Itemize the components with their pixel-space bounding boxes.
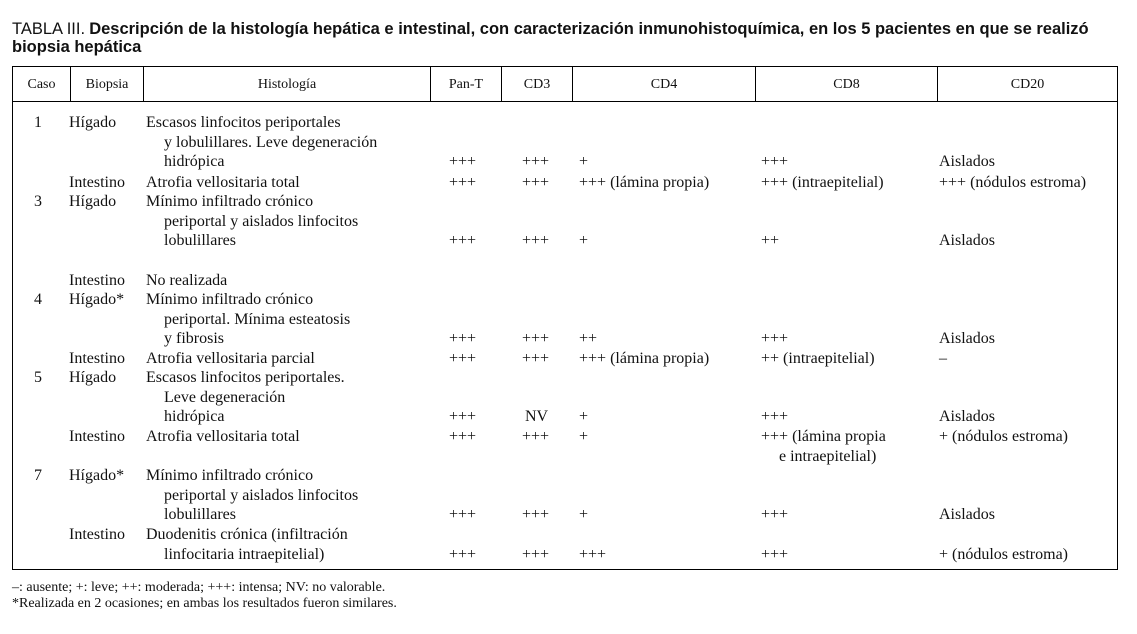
row-cd4: +++ (lámina propia) — [579, 174, 710, 191]
row-histologia-line: No realizada — [146, 272, 228, 289]
row-biopsia: Hígado* — [69, 291, 125, 308]
row-cd4: + — [579, 428, 589, 445]
row-cd20: Aislados — [939, 506, 995, 523]
footnote-repeat: *Realizada en 2 ocasiones; en ambas los resultados fueron similares. — [12, 596, 397, 611]
row-histologia-line: Mínimo infiltrado crónico — [146, 291, 314, 308]
row-cd4: + — [579, 153, 589, 170]
row-cd20: Aislados — [939, 153, 995, 170]
row-cd8: +++ — [761, 545, 789, 563]
row-pan-t: +++ — [449, 153, 477, 170]
row-histologia-line: Mínimo infiltrado crónico — [146, 467, 314, 484]
row-cd4: + — [579, 506, 589, 523]
row-pan-t: +++ — [449, 330, 477, 347]
row-cd20: Aislados — [939, 232, 995, 249]
row-cd3: +++ — [522, 174, 550, 191]
row-cd20: – — [939, 350, 947, 367]
table-header — [13, 67, 1117, 102]
row-biopsia: Intestino — [69, 350, 125, 367]
header-cd20: CD20 — [1010, 77, 1045, 92]
row-biopsia: Hígado — [69, 193, 117, 210]
row-caso: 4 — [34, 291, 42, 308]
row-cd3: +++ — [522, 232, 550, 249]
row-cd3: +++ — [522, 545, 550, 563]
row-histologia-line: Escasos linfocitos periportales. — [146, 369, 345, 386]
row-caso: 1 — [34, 114, 42, 131]
row-cd3: NV — [525, 408, 549, 425]
row-caso: 3 — [34, 193, 42, 210]
row-cd3: +++ — [522, 428, 550, 445]
row-cd20: Aislados — [939, 330, 995, 347]
row-cd8: ++ (intraepitelial) — [761, 350, 875, 367]
row-biopsia: Intestino — [69, 526, 125, 543]
header-cd8: CD8 — [756, 67, 938, 101]
row-histologia-line: periportal. Mínima esteatosis — [164, 310, 351, 328]
row-cd4: ++ — [579, 330, 598, 347]
row-biopsia: Hígado — [69, 369, 117, 386]
row-histologia-line: Atrofia vellositaria parcial — [146, 350, 315, 367]
row-histologia-line: hidrópica — [164, 153, 225, 170]
row-biopsia: Intestino — [69, 174, 125, 191]
row-caso: 7 — [34, 467, 42, 484]
row-biopsia: Hígado — [69, 114, 117, 131]
row-histologia-line: Escasos linfocitos periportales — [146, 114, 341, 131]
row-caso: 5 — [34, 369, 42, 386]
row-cd4: + — [579, 408, 589, 425]
row-cd20: + (nódulos estroma) — [939, 545, 1068, 563]
row-histologia-line: y lobulillares. Leve degeneración — [164, 133, 378, 151]
header-histologia: Histología — [144, 67, 431, 101]
header-biopsia: Biopsia — [71, 67, 144, 101]
header-caso: Caso — [13, 67, 71, 101]
row-histologia-line: linfocitaria intraepitelial) — [164, 545, 325, 563]
row-biopsia: Hígado* — [69, 467, 125, 484]
row-pan-t: +++ — [449, 428, 477, 445]
header-cd4: CD4 — [573, 67, 756, 101]
header-cd3: CD3 — [502, 67, 573, 101]
data-table — [12, 66, 1118, 570]
row-cd20: +++ (nódulos estroma) — [939, 174, 1087, 191]
table-caption: Descripción de la histología hepática e intestinal, con caracterización inmunohistoquímica, en los 5 pacientes en que se realizó biopsia hepática — [12, 20, 1089, 56]
row-histologia-line: y fibrosis — [164, 330, 224, 347]
row-histologia-line: hidrópica — [164, 408, 225, 425]
row-histologia-line: Duodenitis crónica (infiltración — [146, 526, 348, 543]
row-cd8: e intraepitelial) — [779, 447, 877, 465]
row-cd4: +++ — [579, 545, 607, 563]
row-histologia-line: Leve degeneración — [164, 388, 286, 406]
table-label: TABLA III. — [12, 20, 86, 38]
row-histologia-line: periportal y aislados linfocitos — [164, 486, 359, 504]
row-cd8: +++ — [761, 408, 789, 425]
row-cd8: +++ — [761, 330, 789, 347]
row-pan-t: +++ — [449, 506, 477, 523]
row-cd8: ++ — [761, 232, 780, 249]
row-biopsia: Intestino — [69, 428, 125, 445]
row-histologia-line: lobulillares — [164, 232, 236, 249]
row-pan-t: +++ — [449, 174, 477, 191]
row-histologia-line: Mínimo infiltrado crónico — [146, 193, 314, 210]
row-cd4: +++ (lámina propia) — [579, 350, 710, 367]
row-cd8: +++ — [761, 506, 789, 523]
row-histologia-line: Atrofia vellositaria total — [146, 428, 300, 445]
row-cd4: + — [579, 232, 589, 249]
row-pan-t: +++ — [449, 545, 477, 563]
row-pan-t: +++ — [449, 350, 477, 367]
row-cd8: +++ (lámina propia — [761, 428, 886, 445]
row-cd3: +++ — [522, 350, 550, 367]
row-cd3: +++ — [522, 330, 550, 347]
row-histologia-line: periportal y aislados linfocitos — [164, 212, 359, 230]
row-histologia-line: lobulillares — [164, 506, 236, 523]
row-pan-t: +++ — [449, 408, 477, 425]
row-biopsia: Intestino — [69, 272, 125, 289]
row-cd20: Aislados — [939, 408, 995, 425]
row-cd3: +++ — [522, 506, 550, 523]
row-cd8: +++ (intraepitelial) — [761, 174, 884, 191]
row-cd20: + (nódulos estroma) — [939, 428, 1068, 445]
row-pan-t: +++ — [449, 232, 477, 249]
table-title — [12, 20, 1122, 56]
header-pan-t: Pan-T — [431, 67, 502, 101]
row-cd3: +++ — [522, 153, 550, 170]
row-cd8: +++ — [761, 153, 789, 170]
row-histologia-line: Atrofia vellositaria total — [146, 174, 300, 191]
footnote-legend: –: ausente; +: leve; ++: moderada; +++: intensa; NV: no valorable. — [12, 580, 386, 595]
